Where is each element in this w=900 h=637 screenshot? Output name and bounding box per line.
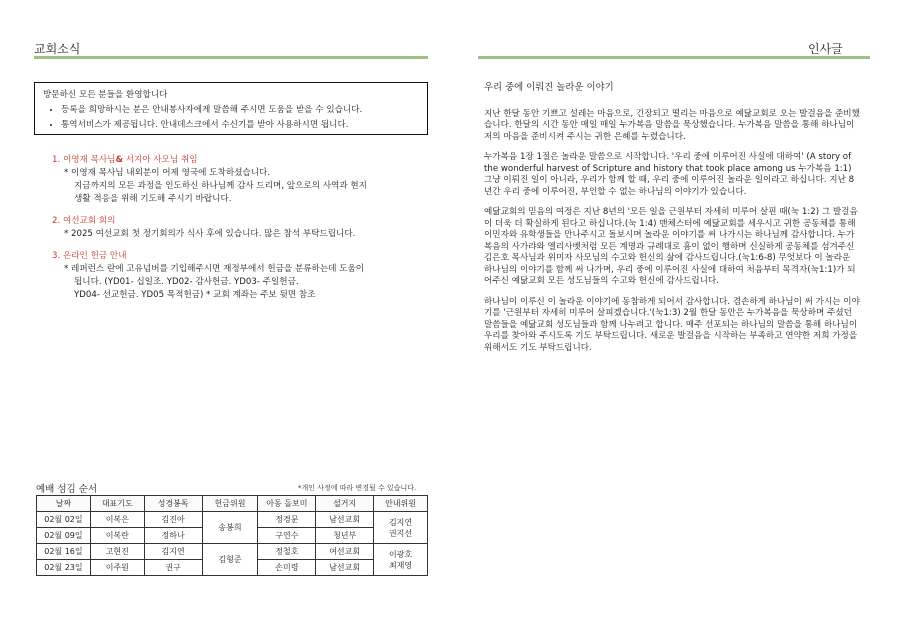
schedule-table — [36, 495, 428, 576]
table-cell: 남선교회 — [316, 512, 374, 528]
table-row — [37, 512, 428, 528]
news-list — [52, 154, 432, 311]
greeting-heading: 우리 중에 이뤄진 놀라운 이야기 — [484, 82, 614, 93]
welcome-bullet: • 등록을 희망하시는 분은 안내봉사자에게 말씀해 주시면 도움을 받을 수 있습니다. — [61, 104, 419, 117]
news-item — [52, 250, 432, 302]
table-cell: 김진아 — [144, 512, 202, 528]
news-item — [52, 215, 432, 241]
column-header: 대표기도 — [90, 496, 144, 512]
schedule-note: *개인 사정에 따라 변경될 수 있습니다. — [298, 484, 417, 492]
left-header-rule — [34, 56, 428, 59]
greeting-paragraph: 하나님이 이루신 이 놀라운 이야기에 동참하게 되어서 감사합니다. 겸손하게 하나님이 써 가시는 이야기를 '근원부터 자세히 미루어 살피겠습니다.'(눅1:3) 2월 한달 동안은 누가복음을 묵상하며 주셨던 말씀들을 예닮교회 성도님들과 함께 나누려고 합니다. 매주 선포되는 하나님의 말씀을 통해 하나님이 우리를 찾아와 주시도록 기도 부탁드립니다. 새로운 발걸음을 시작하는 부족하고 연약한 저희 가정을 위해서도 기도 부탁드립니다. — [484, 296, 860, 353]
table-cell: 손미령 — [258, 560, 316, 576]
welcome-heading: 방문하신 모든 분들을 환영합니다 — [43, 90, 168, 100]
news-line: 됩니다. (YD01- 십일조. YD02- 감사헌금. YD03- 주일헌금. — [74, 277, 299, 287]
column-header: 날짜 — [37, 496, 91, 512]
welcome-list — [43, 104, 419, 132]
news-line: 생활 적응을 위해 기도해 주시기 바랍니다. — [74, 194, 232, 204]
table-cell: 정하나 — [144, 528, 202, 544]
table-cell-merged: 송봉희 — [202, 512, 258, 544]
table-cell-merged: 김형준 — [202, 544, 258, 576]
table-cell: 02월 23일 — [37, 560, 91, 576]
news-line: 지금까지의 모든 과정을 인도하신 하나님께 감사 드리며, 앞으로의 사역과 현지 — [74, 181, 367, 191]
news-line: * 이영재 목사님 내외분이 어제 영국에 도착하셨습니다. — [64, 168, 271, 178]
column-header: 설거지 — [316, 496, 374, 512]
table-cell: 이주원 — [90, 560, 144, 576]
column-header: 안내위원 — [374, 496, 428, 512]
news-item-title-text: 여선교회 회의 — [62, 216, 116, 226]
table-row — [37, 544, 428, 560]
news-item-title-amp: & — [115, 155, 123, 165]
news-item-body — [52, 263, 432, 302]
column-header: 헌금위원 — [202, 496, 258, 512]
greeting-paragraph: 지난 한달 동안 기쁘고 설레는 마음으로, 긴장되고 떨리는 마음으로 예닮교회로 오는 발걸음을 준비했습니다. 한달의 시간 동안 매일 매일 누가복음 말씀을 묵상했습니다. 누가복음 말씀을 통해 하나님이 저의 마음을 준비시켜 주시는 귀한 은혜를 누렸습니다. — [484, 108, 860, 142]
news-item-body — [52, 228, 432, 241]
right-header-rule — [478, 56, 870, 59]
right-section-title: 인사글 — [808, 42, 843, 56]
news-line: YD04- 선교헌금. YD05 목적헌금) * 교회 계좌는 주보 뒷면 참조 — [74, 290, 316, 300]
news-item — [52, 154, 432, 206]
greeting-paragraph: 예닮교회의 믿음의 여정은 지난 8년의 '모든 일을 근원부터 자세히 미루어 살핀 때(눅 1:2) 그 발걸음이 더욱 더 확실하게 된다고 하십니다.(눅 1:4) 맨체스터에 예닮교회를 세우시고 귀한 공동체를 통해 이민자와 유학생들을 만나주시고 돌보시며 놀라운 이야기를 써 나가시는 하나님께 감사합니다. 누가복음의 사가랴와 엘리사벳처럼 모든 계명과 규례대로 흠이 없이 행하며 신실하게 공동체를 섬겨주신 김은호 목사님과 위미자 사모님의 수고와 헌신의 삶에 감사드립니다.(눅1:6-8) 무엇보다 이 놀라운 하나님의 이야기를 함께 써 나가며, 우리 중에 이루어진 사실에 대하여 처음부터 목격자(눅1:1)가 되어주신 예닮교회 모든 성도님들의 수고와 헌신에 감사드립니다. — [484, 207, 858, 286]
table-cell: 청년부 — [316, 528, 374, 544]
table-cell: 이복란 — [90, 528, 144, 544]
news-item-body — [52, 167, 432, 206]
news-item-number: 1. — [52, 155, 61, 165]
news-item-title — [52, 215, 432, 228]
news-item-title — [52, 250, 432, 263]
table-cell: 남선교회 — [316, 560, 374, 576]
welcome-box — [34, 82, 428, 135]
table-cell: 여선교회 — [316, 544, 374, 560]
table-cell: 정철호 — [258, 544, 316, 560]
table-cell: 김지연 — [144, 544, 202, 560]
table-cell: 02월 02일 — [37, 512, 91, 528]
news-item-title-text: 온라인 헌금 안내 — [62, 251, 127, 261]
schedule-title: 예배 섬김 순서 — [36, 484, 98, 495]
news-item-title-text: 서지아 사모님 취임 — [125, 155, 198, 165]
table-cell: 정경문 — [258, 512, 316, 528]
news-line: * 2025 여선교회 첫 정기회의가 식사 후에 있습니다. 많은 참석 부탁드립니다. — [64, 229, 356, 239]
table-cell: 02월 09일 — [37, 528, 91, 544]
welcome-bullet: • 통역서비스가 제공됩니다. 안내데스크에서 수신기를 받아 사용하시면 됩니다. — [61, 119, 419, 132]
table-header-row — [37, 496, 428, 512]
table-cell: 이복은 — [90, 512, 144, 528]
news-item-title — [52, 154, 432, 167]
greeting-article — [484, 82, 860, 363]
news-item-number: 3. — [52, 251, 61, 261]
greeting-paragraph: 누가복음 1장 1절은 놀라운 말씀으로 시작합니다. '우리 중에 이루어진 사실에 대하여' (A story of the wonderful harvest of Scripture and history that took place among us 누가복음 1:1) 그냥 이뤄진 일이 아니라, 우리가 함께 할 때, 우리 중에 이루어진 놀라운 일이라고 하십니다. 지난 8년간 우리 중에 이루어진, 부인할 수 없는 하나님의 이야기가 있습니다. — [484, 152, 855, 197]
table-cell: 권구 — [144, 560, 202, 576]
table-cell: 02월 16일 — [37, 544, 91, 560]
table-cell-merged: 이광호 최재영 — [374, 544, 428, 576]
table-cell-merged: 김지연 권지선 — [374, 512, 428, 544]
news-item-number: 2. — [52, 216, 61, 226]
table-cell: 구연수 — [258, 528, 316, 544]
news-item-title-text: 이영재 목사님 — [62, 155, 116, 165]
column-header: 성경봉독 — [144, 496, 202, 512]
left-section-title: 교회소식 — [34, 42, 81, 56]
column-header: 아동 돌보미 — [258, 496, 316, 512]
table-cell: 고현진 — [90, 544, 144, 560]
news-line: * 레퍼런스 란에 고유넘버를 기입해주시면 재정부에서 헌금을 분류하는데 도움이 — [64, 264, 365, 274]
